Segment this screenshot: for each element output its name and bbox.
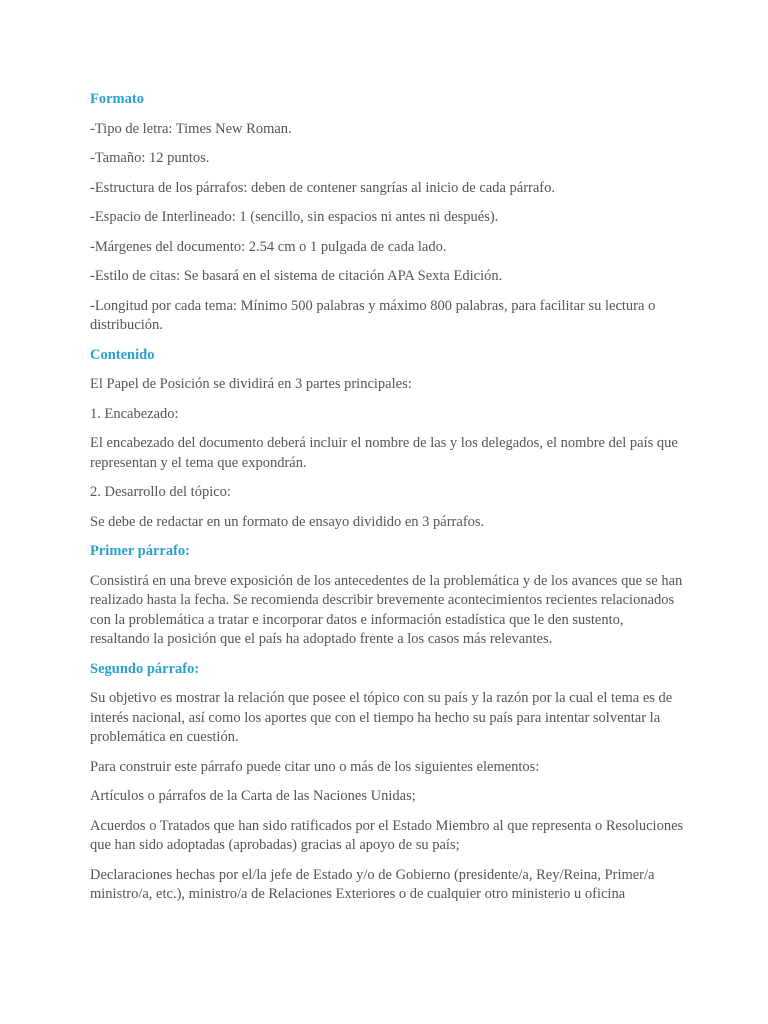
paragraph: Su objetivo es mostrar la relación que posee el tópico con su país y la razón por la cual el tema es de interés nacional, así como los aportes que con el tiempo ha hecho su país para intentar solventar la problemática en cuestión.	[90, 690, 673, 745]
paragraph: Consistirá en una breve exposición de los antecedentes de la problemática y de los avances que se han realizado hasta la fecha. Se recomienda describir brevemente acontecimientos recientes relacionados con la problemática a tratar e incorporar datos e información estadística que le den sustento, resaltando la posición que el país ha adoptado frente a los casos más relevantes.	[90, 572, 683, 647]
paragraph: -Tamaño: 12 puntos.	[90, 150, 210, 166]
paragraph: Acuerdos o Tratados que han sido ratificados por el Estado Miembro al que representa o Resoluciones que han sido adoptadas (aprobadas) gracias al apoyo de su país;	[90, 817, 684, 853]
section-heading-segundo-parrafo: Segundo párrafo:	[90, 660, 200, 677]
document-page	[90, 90, 686, 915]
paragraph: -Espacio de Interlineado: 1 (sencillo, sin espacios ni antes ni después).	[90, 209, 499, 225]
paragraph: El encabezado del documento deberá incluir el nombre de las y los delegados, el nombre del país que representan y el tema que expondrán.	[90, 435, 678, 471]
paragraph: -Márgenes del documento: 2.54 cm o 1 pulgada de cada lado.	[90, 238, 447, 255]
paragraph: -Estructura de los párrafos: deben de contener sangrías al inicio de cada párrafo.	[90, 179, 555, 196]
section-heading-primer-parrafo: Primer párrafo:	[90, 543, 190, 559]
paragraph: -Tipo de letra: Times New Roman.	[90, 120, 292, 137]
section-heading-contenido: Contenido	[90, 346, 155, 363]
paragraph: Declaraciones hechas por el/la jefe de Estado y/o de Gobierno (presidente/a, Rey/Reina, Primer/a ministro/a, etc.), ministro/a de Relaciones Exteriores o de cualquier otro ministerio u oficina	[90, 866, 655, 902]
paragraph: Para construir este párrafo puede citar uno o más de los siguientes elementos:	[90, 758, 540, 775]
paragraph: Artículos o párrafos de la Carta de las Naciones Unidas;	[90, 788, 416, 804]
paragraph: 1. Encabezado:	[90, 405, 179, 422]
paragraph: -Estilo de citas: Se basará en el sistema de citación APA Sexta Edición.	[90, 268, 503, 284]
section-heading-formato: Formato	[90, 91, 144, 107]
paragraph: El Papel de Posición se dividirá en 3 partes principales:	[90, 376, 412, 392]
paragraph: Se debe de redactar en un formato de ensayo dividido en 3 párrafos.	[90, 513, 485, 530]
paragraph: -Longitud por cada tema: Mínimo 500 palabras y máximo 800 palabras, para facilitar su lectura o distribución.	[90, 297, 656, 333]
paragraph: 2. Desarrollo del tópico:	[90, 484, 231, 500]
